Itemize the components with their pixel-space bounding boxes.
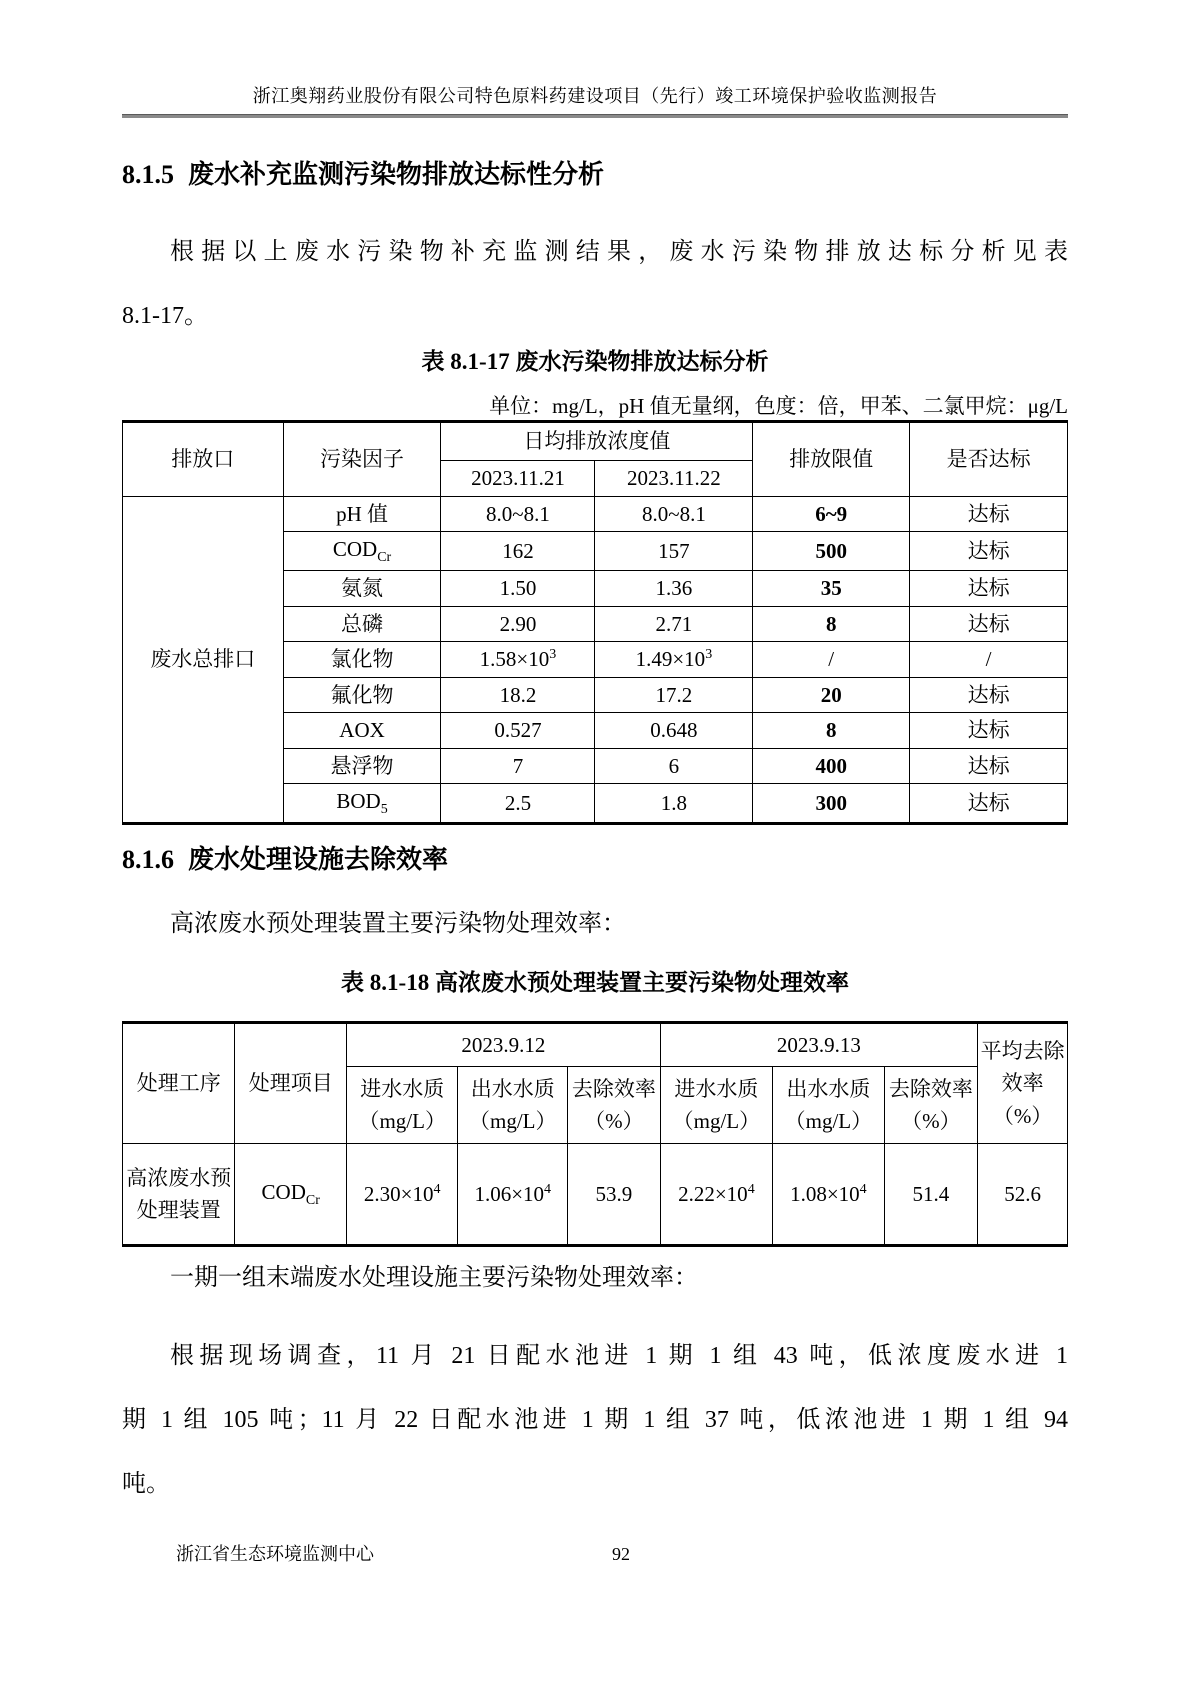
paragraph-line: 8.1-17。 bbox=[122, 303, 208, 329]
footer-page-number: 92 bbox=[612, 1544, 630, 1564]
table-header-cell: 2023.11.21 bbox=[441, 461, 595, 497]
table-header-cell: 是否达标 bbox=[910, 422, 1068, 497]
table-cell: 达标 bbox=[910, 677, 1068, 713]
table-cell: 0.648 bbox=[595, 713, 753, 749]
table-cell: 500 bbox=[753, 532, 910, 571]
table-header-cell: 2023.11.22 bbox=[595, 461, 753, 497]
table-cell: 1.36 bbox=[595, 570, 753, 606]
table-8-1-17 bbox=[122, 420, 1068, 825]
paragraph-survey bbox=[122, 1324, 1068, 1516]
table-cell: $1.49\times 10^3$ bbox=[595, 642, 753, 678]
table-cell: 废水总排口 bbox=[123, 496, 284, 824]
table-cell: 2.90 bbox=[441, 606, 595, 642]
table-cell: 400 bbox=[753, 748, 910, 784]
table-cell: 达标 bbox=[910, 784, 1068, 824]
table-cell: 悬浮物 bbox=[283, 748, 441, 784]
table-cell: 17.2 bbox=[595, 677, 753, 713]
table-header-cell: 出水水质（mg/L） bbox=[458, 1067, 568, 1144]
paragraph-line: 吨。 bbox=[122, 1471, 170, 1498]
table-cell: 达标 bbox=[910, 496, 1068, 532]
table-cell: 52.6 bbox=[978, 1144, 1068, 1246]
table-cell: / bbox=[910, 642, 1068, 678]
table-cell: 达标 bbox=[910, 748, 1068, 784]
table-cell: AOX bbox=[283, 713, 441, 749]
table-cell: 157 bbox=[595, 532, 753, 571]
table-cell: / bbox=[753, 642, 910, 678]
table-cell: 氯化物 bbox=[283, 642, 441, 678]
table-cell: 2.71 bbox=[595, 606, 753, 642]
table-header-cell: 进水水质（mg/L） bbox=[660, 1067, 772, 1144]
section-title: 废水补充监测污染物排放达标性分析 bbox=[188, 160, 605, 189]
table-cell: 0.527 bbox=[441, 713, 595, 749]
footer-org: 浙江省生态环境监测中心 bbox=[176, 1544, 374, 1564]
table-header-cell: 去除效率（%） bbox=[884, 1067, 978, 1144]
table-8-1-18 bbox=[122, 1021, 1068, 1247]
table-header-cell: 去除效率（%） bbox=[568, 1067, 661, 1144]
table-cell: $BOD_5$ bbox=[283, 784, 441, 824]
table-header-cell: 平均去除效率（%） bbox=[978, 1023, 1068, 1144]
table-header-cell: 排放口 bbox=[123, 422, 284, 497]
paragraph-terminal: 一期一组末端废水处理设施主要污染物处理效率： bbox=[170, 1265, 698, 1292]
table-cell: 8 bbox=[753, 606, 910, 642]
table-header-cell: 处理项目 bbox=[235, 1023, 347, 1144]
table-cell: 162 bbox=[441, 532, 595, 571]
table-header-cell: 处理工序 bbox=[123, 1023, 235, 1144]
table-cell: $1.58\times 10^3$ bbox=[441, 642, 595, 678]
table-header-cell: 污染因子 bbox=[283, 422, 441, 497]
section-title: 废水处理设施去除效率 bbox=[188, 845, 449, 875]
table-cell: 高浓废水预处理装置 bbox=[123, 1144, 235, 1246]
paragraph-intro bbox=[122, 220, 1068, 348]
table-cell: $COD_{Cr}$ bbox=[283, 532, 441, 571]
table-cell: 51.4 bbox=[884, 1144, 978, 1246]
table-cell: 53.9 bbox=[568, 1144, 661, 1246]
table-row bbox=[123, 496, 1068, 532]
table-cell: $COD_{Cr}$ bbox=[235, 1144, 347, 1246]
paragraph-line: 期 1 组 105 吨；11 月 22 日配水池进 1 期 1 组 37 吨，低浓池进 1 期 1 组 94 bbox=[122, 1407, 1068, 1434]
table-header-cell: 排放限值 bbox=[753, 422, 910, 497]
paragraph-line: 根据现场调查，11 月 21 日配水池进 1 期 1 组 43 吨，低浓度废水进 1 bbox=[170, 1343, 1068, 1370]
header-divider bbox=[122, 114, 1068, 118]
table-header-cell: 进水水质（mg/L） bbox=[346, 1067, 458, 1144]
table-cell: 300 bbox=[753, 784, 910, 824]
table-cell: 达标 bbox=[910, 713, 1068, 749]
table-cell: $2.22\times 10^4$ bbox=[660, 1144, 772, 1246]
table-cell: 达标 bbox=[910, 606, 1068, 642]
paragraph-pretreatment: 高浓废水预处理装置主要污染物处理效率： bbox=[170, 911, 626, 938]
page-content bbox=[122, 85, 1068, 1516]
table-cell: $1.06\times 10^4$ bbox=[458, 1144, 568, 1246]
section-8-1-6-heading bbox=[122, 845, 1068, 875]
paragraph-line: 根据以上废水污染物补充监测结果，废水污染物排放达标分析见表 bbox=[170, 239, 1068, 265]
table-cell: 1.50 bbox=[441, 570, 595, 606]
table-8-1-17-title: 表 8.1-17 废水污染物排放达标分析 bbox=[421, 349, 769, 374]
table-cell: pH 值 bbox=[283, 496, 441, 532]
table-header-cell: 2023.9.13 bbox=[660, 1023, 978, 1067]
table-cell: 20 bbox=[753, 677, 910, 713]
table-cell: 2.5 bbox=[441, 784, 595, 824]
table-cell: 7 bbox=[441, 748, 595, 784]
table-row bbox=[123, 1144, 1068, 1246]
table-cell: $1.08\times 10^4$ bbox=[773, 1144, 885, 1246]
table-cell: 18.2 bbox=[441, 677, 595, 713]
table-cell: 8 bbox=[753, 713, 910, 749]
section-8-1-5-heading bbox=[122, 160, 1068, 190]
table-header-cell: 出水水质（mg/L） bbox=[773, 1067, 885, 1144]
report-header-title: 浙江奥翔药业股份有限公司特色原料药建设项目（先行）竣工环境保护验收监测报告 bbox=[252, 86, 938, 106]
table-header-cell: 日均排放浓度值 bbox=[441, 422, 753, 461]
table-cell: 氨氮 bbox=[283, 570, 441, 606]
table-cell: 6 bbox=[595, 748, 753, 784]
table-cell: 达标 bbox=[910, 532, 1068, 571]
table-cell: $2.30\times 10^4$ bbox=[346, 1144, 458, 1246]
table-cell: 达标 bbox=[910, 570, 1068, 606]
table-cell: 35 bbox=[753, 570, 910, 606]
table-cell: 1.8 bbox=[595, 784, 753, 824]
table-8-1-18-title: 表 8.1-18 高浓废水预处理装置主要污染物处理效率 bbox=[341, 970, 849, 996]
section-number: 8.1.5 bbox=[122, 160, 174, 189]
table-cell: 8.0~8.1 bbox=[595, 496, 753, 532]
table-cell: 总磷 bbox=[283, 606, 441, 642]
table-cell: 氟化物 bbox=[283, 677, 441, 713]
section-number: 8.1.6 bbox=[122, 845, 174, 875]
table-8-1-17-unit-note: 单位：mg/L，pH 值无量纲，色度：倍，甲苯、二氯甲烷：μg/L bbox=[489, 394, 1068, 418]
table-cell: 8.0~8.1 bbox=[441, 496, 595, 532]
table-header-cell: 2023.9.12 bbox=[346, 1023, 660, 1067]
table-cell: 6~9 bbox=[753, 496, 910, 532]
